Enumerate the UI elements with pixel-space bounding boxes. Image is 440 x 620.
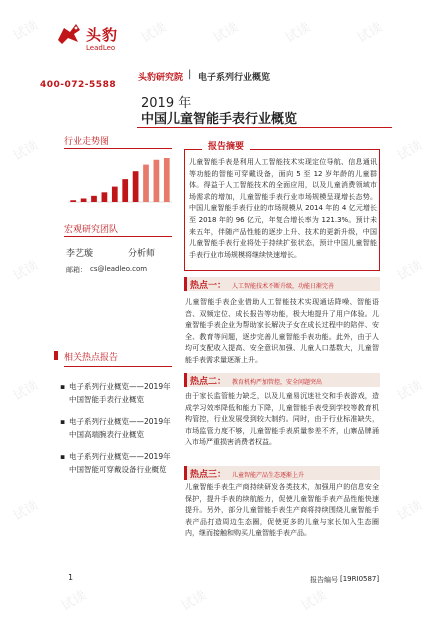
related-report-link[interactable]: 电子系列行业概览——2019年中国高端腕表行业概览 <box>69 417 171 439</box>
hotspot-3-label: 热点三： <box>190 470 227 480</box>
analyst-email-label: 邮箱： <box>66 266 87 274</box>
series-label: 电子系列行业概览 <box>198 73 271 83</box>
chart-bar <box>81 198 87 202</box>
hotspot-1-text: 儿童智能手表企业借助人工智能技术实现通话降噪、智能语音、双频定位、成长报告等功能，极大地提升了用户体验。儿童智能手表企业为帮助家长解决子女在成长过程中的陪伴、安全、教育等问题，逐步完善儿童智能手表功能。此外，由于人均可支配收入提高、安全意识加强、儿童人口基数大，儿童智能手表需求量逐渐上升。 <box>185 298 379 364</box>
watermark: 试读 <box>58 588 90 615</box>
analyst-name: 李艺璇 <box>66 249 94 259</box>
watermark: 试读 <box>10 378 42 405</box>
leopard-logo-icon <box>56 22 82 46</box>
report-year: 2019 年 <box>141 96 192 111</box>
hotspot-1-marker <box>184 277 187 291</box>
watermark: 试读 <box>10 18 42 45</box>
hotspot-1-subtitle: 人工智能技术不断升级，功能日渐完善 <box>232 283 335 290</box>
chart-bar <box>70 200 76 202</box>
chart-bar <box>122 179 128 202</box>
hotspot-2-subtitle: 教育机构严加管控，安全问题突出 <box>232 379 323 386</box>
related-section-marker <box>54 351 58 360</box>
department-label: 头豹研究院 <box>138 73 184 83</box>
bullet-icon: ▪ <box>60 417 66 426</box>
chart-bar <box>112 187 118 202</box>
related-report-item[interactable] <box>60 450 178 476</box>
watermark: 试读 <box>394 378 426 405</box>
hotspot-2-text: 由于家长监管能力缺乏，以及儿童易沉迷社交和手表游戏，造成学习效率降低和能力下降，儿童智能手表受到学校等教育机构管控，行业发展受到较大制约。同时，由于行业标准缺失，市场监管力度不够，儿童智能手表质量参差不齐，山寨品牌涌入市场严重损害消费者权益。 <box>185 392 379 447</box>
related-report-link[interactable]: 电子系列行业概览——2019年中国智能手表行业概览 <box>69 382 171 404</box>
brand-name-cn: 头豹 <box>86 26 119 44</box>
chart-bar <box>102 192 108 202</box>
summary-text: 儿童智能手表是利用人工智能技术实现定位导航、信息通讯等功能的智能可穿戴设备，面向 5 至 12 岁年龄的儿童群体。得益于人工智能技术的全面应用，以及儿童消费领域市场需求的增加，儿童智能手表行业市场规模呈现增长态势。中国儿童智能手表行业的市场规模从 2014 年的 4 亿元增长至 2018 年的 96 亿元，年复合增长率为 121.3%。预计未来五年，伴随产品性能的逐步上升、技术的更新升级，中国儿童智能手表行业将处于持续扩张状态，预计中国儿童智能手表行业市场规模将继续快速增长。 <box>189 158 377 259</box>
team-section-divider <box>64 236 172 237</box>
chart-bar <box>133 171 139 202</box>
related-report-link[interactable]: 电子系列行业概览——2019年中国智能可穿戴设备行业概览 <box>69 452 171 474</box>
bullet-icon: ▪ <box>60 452 66 461</box>
watermark: 试读 <box>10 498 42 525</box>
report-number-label: 报告编号 <box>310 576 338 584</box>
page-title: 中国儿童智能手表行业概览 <box>141 112 298 127</box>
watermark: 试读 <box>394 498 426 525</box>
bullet-icon: ▪ <box>60 382 66 391</box>
trend-chart <box>64 152 176 208</box>
hotspot-1-label: 热点一： <box>190 281 227 291</box>
report-number: [19RI0587] <box>340 575 380 583</box>
hotspot-3-marker <box>184 466 187 480</box>
watermark: 试读 <box>10 138 42 165</box>
team-section-title: 宏观研究团队 <box>64 225 119 235</box>
chart-bar <box>143 165 149 202</box>
related-report-item[interactable] <box>60 415 178 441</box>
watermark: 试读 <box>394 258 426 285</box>
brand-logo <box>56 22 126 78</box>
watermark: 试读 <box>354 20 386 47</box>
hotspot-2-label: 热点二： <box>190 377 227 387</box>
trend-section-divider <box>64 148 172 149</box>
analyst-email[interactable]: cs@leadleo.com <box>90 265 148 273</box>
summary-tag: 报告摘要 <box>202 140 250 154</box>
watermark: 试读 <box>210 20 242 47</box>
watermark: 试读 <box>298 588 330 615</box>
hotspot-3-subtitle: 儿童智能产品生态逐渐上升 <box>232 472 305 479</box>
related-report-list <box>60 380 178 485</box>
page-number: 1 <box>68 573 74 582</box>
brand-name-en: LeadLeo <box>86 44 116 52</box>
chart-bar <box>154 160 160 202</box>
chart-bar <box>91 196 97 202</box>
chart-bar <box>164 158 170 202</box>
related-report-item[interactable] <box>60 380 178 406</box>
header-divider <box>137 127 392 128</box>
hotspot-2-marker <box>184 373 187 387</box>
watermark: 试读 <box>138 20 170 47</box>
watermark: 试读 <box>10 258 42 285</box>
watermark: 试读 <box>394 138 426 165</box>
hotspot-3-text: 儿童智能手表生产商持续研发各类技术，加强用户的信息安全保护，提升手表的续航能力，促使儿童智能手表产品性能快速提升。另外，部分儿童智能手表生产商将持续围绕儿童智能手表产品打造周边生态圈，促使更多的儿童与家长加入生态圈内，继而接触和购买儿童智能手表产品。 <box>185 483 379 538</box>
watermark: 试读 <box>282 20 314 47</box>
trend-section-title: 行业走势图 <box>64 137 110 147</box>
related-section-title: 相关热点报告 <box>64 353 119 363</box>
brand-phone: 400-072-5588 <box>40 80 117 90</box>
related-section-divider <box>64 366 172 367</box>
watermark: 试读 <box>178 588 210 615</box>
header-separator: | <box>188 69 192 80</box>
analyst-role: 分析师 <box>128 249 156 259</box>
